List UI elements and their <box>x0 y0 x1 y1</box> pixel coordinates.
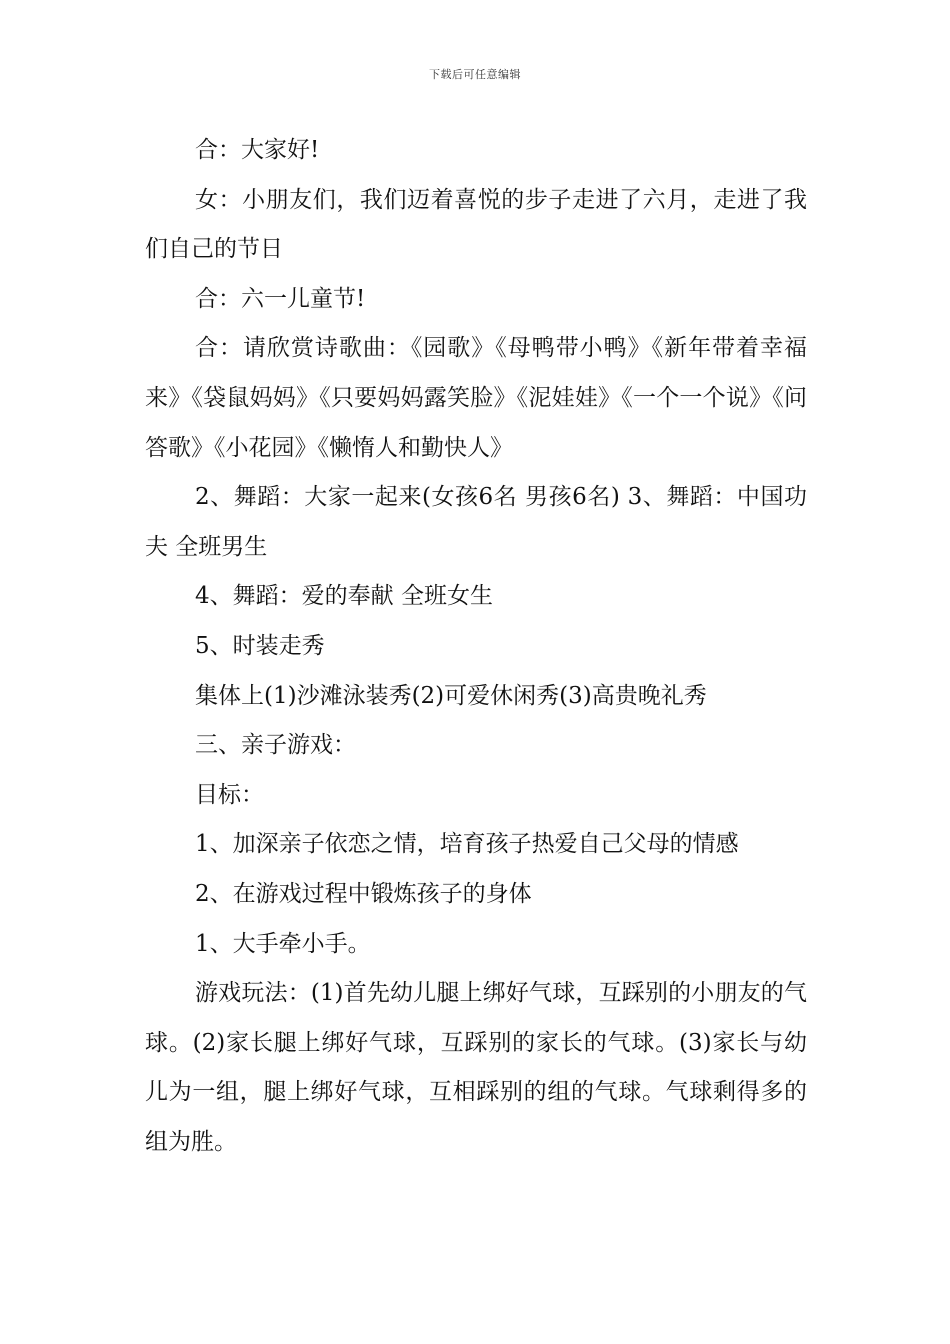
paragraph-game-rules: 游戏玩法：(1)首先幼儿腿上绑好气球，互踩别的小朋友的气球。(2)家长腿上绑好气球，互踩别的家长的气球。(3)家长与幼儿为一组，腿上绑好气球，互相踩别的组的气球。气球剩得多的组为胜。 <box>145 980 807 1155</box>
paragraph-dance-4: 4、舞蹈：爱的奉献 全班女生 <box>195 583 493 610</box>
paragraph-poems-songs: 合：请欣赏诗歌曲：《园歌》《母鸭带小鸭》《新年带着幸福来》《袋鼠妈妈》《只要妈妈露笑脸》《泥娃娃》《一个一个说》《问答歌》《小花园》《懒惰人和勤快人》 <box>145 335 807 461</box>
paragraph-girl-line: 女：小朋友们，我们迈着喜悦的步子走进了六月，走进了我们自己的节日 <box>145 186 807 263</box>
paragraph-goal-2: 2、在游戏过程中锻炼孩子的身体 <box>195 880 532 907</box>
section-heading-parent-child-games: 三、亲子游戏： <box>195 732 356 759</box>
paragraph-goal-1: 1、加深亲子依恋之情，培育孩子热爱自己父母的情感 <box>195 831 739 858</box>
paragraph-fashion-items: 集体上(1)沙滩泳装秀(2)可爱休闲秀(3)高贵晚礼秀 <box>195 682 707 709</box>
paragraph-greeting: 合：大家好! <box>195 137 320 163</box>
page-header-note: 下载后可任意编辑 <box>429 68 521 81</box>
paragraph-childrens-day: 合：六一儿童节! <box>195 285 366 312</box>
document-body <box>145 126 807 1167</box>
paragraph-game-1-title: 1、大手牵小手。 <box>195 930 371 957</box>
paragraph-dance-2-3: 2、舞蹈：大家一起来(女孩6名 男孩6名) 3、舞蹈：中国功夫 全班男生 <box>145 484 807 560</box>
paragraph-fashion-show: 5、时装走秀 <box>195 632 325 659</box>
paragraph-goals-label: 目标： <box>195 781 264 808</box>
